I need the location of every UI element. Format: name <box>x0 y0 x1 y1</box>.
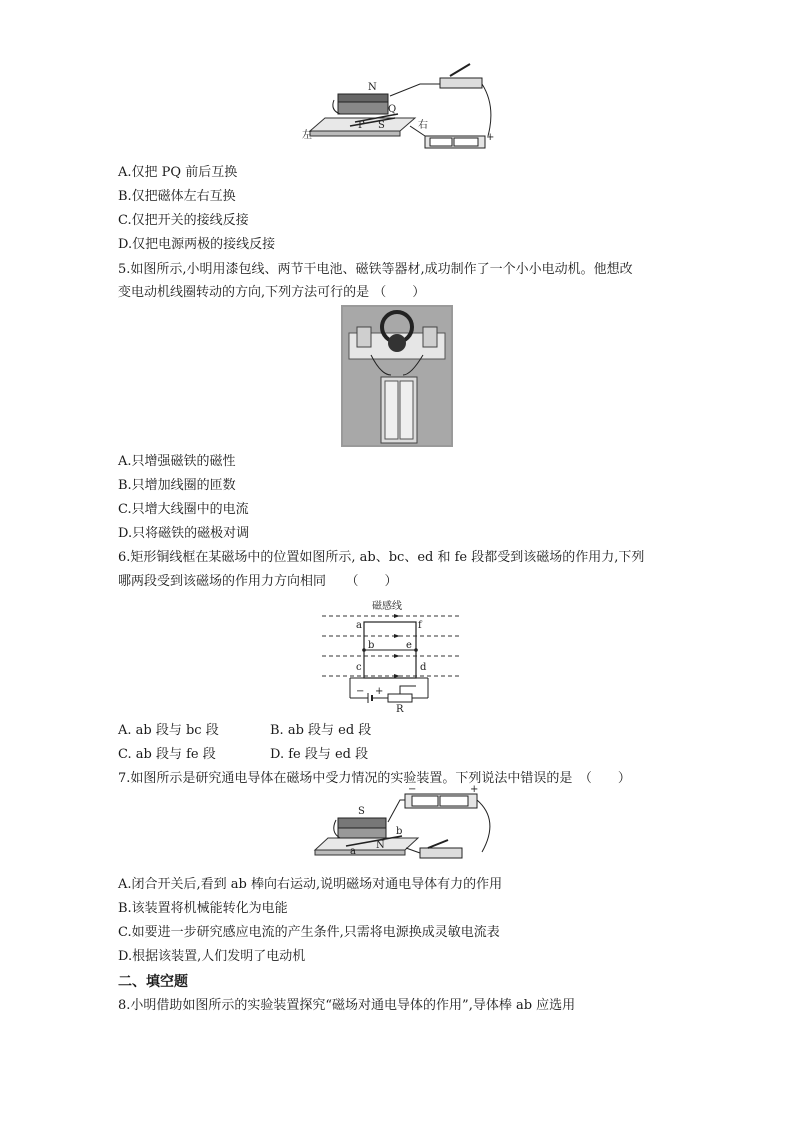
label-n: N <box>368 82 377 93</box>
label-r: R <box>396 704 404 715</box>
label-plus: + <box>486 132 495 143</box>
q4-option-d: D.仅把电源两极的接线反接 <box>118 237 276 252</box>
label-a: a <box>350 846 356 857</box>
q5-option-b: B.只增加线圈的匝数 <box>118 478 236 493</box>
q6-stem-line1: 6.矩形铜线框在某磁场中的位置如图所示, ab、bc、ed 和 fe 段都受到该磁场的作用力,下列 <box>118 550 645 565</box>
label-minus: − <box>408 784 417 795</box>
q4-option-a: A.仅把 PQ 前后互换 <box>118 165 238 180</box>
q5-option-d: D.只将磁铁的磁极对调 <box>118 526 250 541</box>
q7-option-b: B.该装置将机械能转化为电能 <box>118 901 288 916</box>
q7-option-a: A.闭合开关后,看到 ab 棒向右运动,说明磁场对通电导体有力的作用 <box>118 877 503 892</box>
label-q: Q <box>388 104 397 115</box>
label-f: f <box>418 620 422 631</box>
label-s: S <box>378 120 385 131</box>
q8-stem: 8.小明借助如图所示的实验装置探究“磁场对通电导体的作用”,导体棒 ab 应选用 <box>118 998 576 1013</box>
label-left: 左 <box>302 130 312 141</box>
q4-option-c: C.仅把开关的接线反接 <box>118 213 249 228</box>
label-plus: + <box>470 784 479 795</box>
q6-option-c: C. ab 段与 fe 段 <box>118 747 216 762</box>
field-lines-title: 磁感线 <box>372 601 402 612</box>
label-d: d <box>420 662 427 673</box>
q5-option-a: A.只增强磁铁的磁性 <box>118 454 236 469</box>
section-title: 二、填空题 <box>118 974 188 990</box>
q5-stem-line2: 变电动机线圈转动的方向,下列方法可行的是 （ ） <box>118 285 426 300</box>
q7-option-c: C.如要进一步研究感应电流的产生条件,只需将电源换成灵敏电流表 <box>118 925 500 940</box>
label-n: N <box>376 840 385 851</box>
label-e: e <box>406 640 412 651</box>
q7-option-d: D.根据该装置,人们发明了电动机 <box>118 949 306 964</box>
q6-option-a: A. ab 段与 bc 段 <box>118 723 219 738</box>
q6-option-b: B. ab 段与 ed 段 <box>270 723 372 738</box>
label-a: a <box>356 620 362 631</box>
q6-stem-line2: 哪两段受到该磁场的作用力方向相同 （ ） <box>118 574 398 589</box>
copper-frame-figure-q6 <box>320 598 465 716</box>
label-plus: + <box>375 686 384 697</box>
label-c: c <box>356 662 362 673</box>
label-minus: − <box>356 686 365 697</box>
motor-experiment-figure-q4 <box>300 56 500 156</box>
label-b: b <box>368 640 375 651</box>
conductor-force-figure-q7 <box>310 784 500 870</box>
q4-option-b: B.仅把磁体左右互换 <box>118 189 236 204</box>
q5-option-c: C.只增大线圈中的电流 <box>118 502 249 517</box>
label-p: P <box>358 120 365 131</box>
label-s: S <box>358 806 365 817</box>
label-right: 右 <box>418 120 428 131</box>
q5-stem-line1: 5.如图所示,小明用漆包线、两节干电池、磁铁等器材,成功制作了一个小小电动机。他想改 <box>118 262 633 277</box>
motor-photo-q5 <box>341 305 453 447</box>
q7-stem: 7.如图所示是研究通电导体在磁场中受力情况的实验装置。下列说法中错误的是 （ ） <box>118 771 631 786</box>
label-b: b <box>396 826 403 837</box>
q6-option-d: D. fe 段与 ed 段 <box>270 747 369 762</box>
